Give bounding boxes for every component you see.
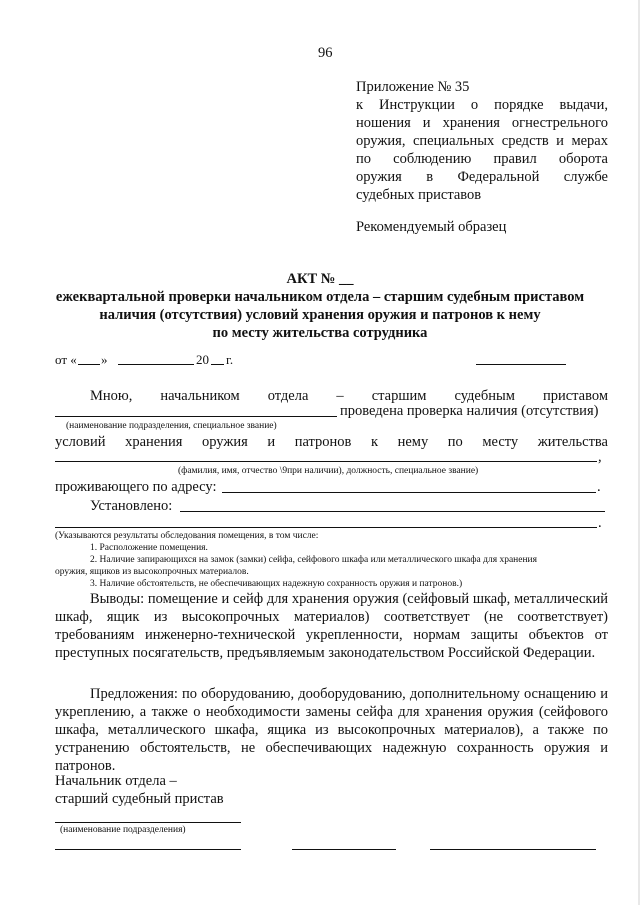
- body-line-2-tail: проведена проверка наличия (отсутствия): [340, 403, 599, 419]
- date-year-blank: [211, 364, 224, 365]
- instructions-item-2b: оружия, ящиков из высокопрочных материалов.: [55, 567, 249, 577]
- appendix-title: Приложение № 35: [356, 79, 470, 95]
- act-title: АКТ № __: [286, 271, 354, 287]
- appendix-line: оружия, специальных средств и мерах: [356, 133, 608, 149]
- date-prefix: от «: [55, 352, 77, 367]
- body-line-3: условий хранения оружия и патронов к нему по месту жительства: [55, 434, 608, 450]
- page-number: 96: [318, 45, 333, 61]
- address-label: проживающего по адресу:: [55, 479, 217, 495]
- recommended-sample: Рекомендуемый образец: [356, 219, 507, 235]
- act-subtitle-line: ежеквартальной проверки начальником отдела – старшим судебным приставом: [55, 289, 585, 305]
- signature-blank: [292, 849, 396, 850]
- date-day-blank: [78, 364, 100, 365]
- act-subtitle-line: по месту жительства сотрудника: [212, 325, 428, 341]
- signature-rank-blank: [55, 849, 241, 850]
- established-label: Установлено:: [90, 498, 173, 514]
- note-signature-subdivision: (наименование подразделения): [60, 825, 186, 835]
- fio-blank: [55, 461, 597, 462]
- place-blank: [476, 364, 566, 365]
- instructions-item-1: 1. Расположение помещения.: [90, 543, 208, 553]
- appendix-line: судебных приставов: [356, 187, 482, 203]
- signature-name-blank: [430, 849, 596, 850]
- body-line-1: Мною, начальником отдела – старшим судебным приставом: [90, 388, 608, 404]
- signature-line-2: старший судебный пристав: [55, 791, 224, 807]
- appendix-line: ношения и хранения огнестрельного: [356, 115, 608, 131]
- instructions-item-3: 3. Наличие обстоятельств, не обеспечивающих надежную сохранность оружия и патронов.): [90, 579, 463, 589]
- address-blank: [222, 492, 596, 493]
- established-end: .: [598, 515, 602, 531]
- act-subtitle-line: наличия (отсутствия) условий хранения оружия и патронов к нему: [99, 307, 541, 323]
- established-blank-1: [180, 511, 605, 512]
- address-end: .: [597, 479, 601, 495]
- subdivision-blank: [55, 416, 337, 417]
- note-subdivision: (наименование подразделения, специальное звание): [66, 421, 277, 431]
- appendix-line: оружия в Федеральной службе: [356, 169, 608, 185]
- date-quote-close: »: [101, 352, 108, 367]
- conclusions-paragraph: Выводы: помещение и сейф для хранения оружия (сейфовый шкаф, металлический шкаф, ящик из высокопрочных материалов) соответствует (не соответствует) требованиям инженерно-технической укрепленности, нормам защиты объектов от преступных посягательств, предъявляемым законодательством Российской Федерации.: [55, 591, 608, 661]
- proposals-paragraph: Предложения: по оборудованию, дооборудованию, дополнительному оснащению и укреплению, а также о необходимости замены сейфа для хранения оружия (сейфового шкафа, металлического шкафа, ящика из высокопрочных материалов), а также по устранению обстоятельств, не обеспечивающих надежную сохранность оружия и патронов.: [55, 686, 608, 774]
- instructions-intro: (Указываются результаты обследования помещения, в том числе:: [55, 531, 319, 541]
- established-blank-2: [55, 527, 597, 528]
- appendix-line: к Инструкции о порядке выдачи,: [356, 97, 608, 113]
- appendix-line: по соблюдению правил оборота: [356, 151, 608, 167]
- instructions-item-2a: 2. Наличие запирающихся на замок (замки) сейфа, сейфового шкафа или металлического шкафа для хранения: [90, 555, 538, 565]
- fio-comma: ,: [598, 449, 602, 465]
- signature-line-1: Начальник отдела –: [55, 773, 177, 789]
- date-month-blank: [118, 364, 194, 365]
- date-suffix: г.: [226, 352, 234, 367]
- date-year: 20: [196, 352, 209, 367]
- note-fio: (фамилия, имя, отчество \9при наличии), должность, специальное звание): [178, 466, 479, 476]
- signature-subdivision-blank: [55, 822, 241, 823]
